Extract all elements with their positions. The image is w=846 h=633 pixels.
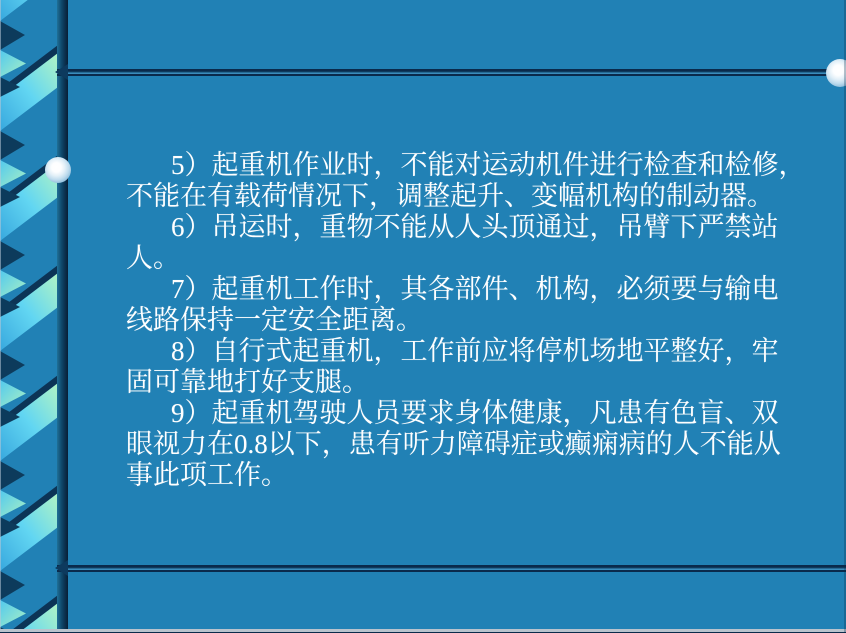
left-edge-highlight <box>0 0 1 633</box>
text-line: 5）起重机作业时，不能对运动机件进行检查和检修， <box>171 150 806 180</box>
sphere-bullet-icon <box>45 157 71 183</box>
text-line: 7）起重机工作时，其各部件、机构，必须要与输电 <box>171 274 779 304</box>
text-line: 固可靠地打好支腿。 <box>126 367 369 397</box>
slide-body-text <box>126 150 816 491</box>
text-line: 线路保持一定安全距离。 <box>126 305 423 335</box>
text-line: 8）自行式起重机，工作前应将停机场地平整好，牢 <box>171 336 779 366</box>
arrow-notch-icon <box>55 560 68 576</box>
text-line: 6）吊运时，重物不能从人头顶通过，吊臂下严禁站 <box>171 212 779 242</box>
sphere-bullet-icon <box>826 59 846 87</box>
vertical-bar <box>57 0 68 633</box>
zigzag-ribbon-icon <box>0 0 68 633</box>
groove-line-top <box>57 69 846 76</box>
text-line: 眼视力在0.8以下，患有听力障碍症或癫痫病的人不能从 <box>126 429 781 459</box>
arrow-notch-icon <box>55 64 68 80</box>
text-line: 9）起重机驾驶人员要求身体健康，凡患有色盲、双 <box>171 398 779 428</box>
text-line: 事此项工作。 <box>126 460 288 490</box>
groove-line-bottom <box>57 565 846 572</box>
text-line: 人。 <box>126 243 180 273</box>
text-line: 不能在有载荷情况下，调整起升、变幅机构的制动器。 <box>126 181 774 211</box>
